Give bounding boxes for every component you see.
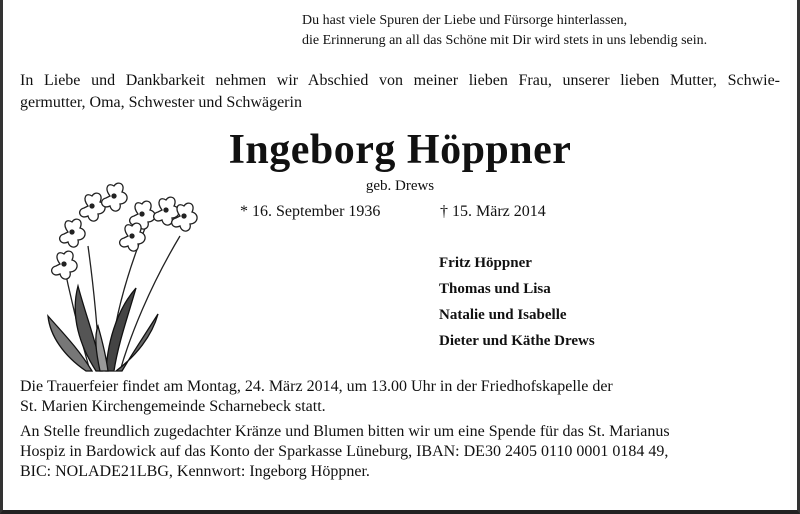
intro-text (20, 70, 780, 114)
birth-name: geb. Drews (365, 178, 435, 194)
service-line-2: St. Marien Kirchengemeinde Scharnebeck statt. (20, 398, 326, 415)
mourners-list (439, 250, 595, 354)
donation-line-1: An Stelle freundlich zugedachter Kränze und Blumen bitten wir um eine Spende für das St. Marianus (20, 423, 670, 440)
service-line-1: Die Trauerfeier findet am Montag, 24. März 2014, um 13.00 Uhr in der Friedhofskapelle der (20, 378, 613, 395)
mourner-2: Thomas und Lisa (439, 281, 551, 297)
mourner-1: Fritz Höppner (439, 255, 532, 271)
mourner-3: Natalie und Isabelle (439, 307, 567, 323)
donation-line-2: Hospiz in Bardowick auf das Konto der Sparkasse Lüneburg, IBAN: DE30 2405 0110 0001 0184 49, (20, 443, 669, 460)
motto-line-1: Du hast viele Spuren der Liebe und Fürsorge hinterlassen, (302, 13, 628, 28)
intro-line-2: germutter, Oma, Schwester und Schwägerin (20, 94, 302, 111)
funeral-service-text (20, 377, 780, 417)
motto-verse (302, 11, 782, 51)
orchid-flower-icon (40, 176, 200, 376)
donation-line-3: BIC: NOLADE21LBG, Kennwort: Ingeborg Höppner. (20, 463, 370, 480)
mourner-4: Dieter und Käthe Drews (439, 333, 595, 349)
donation-text (20, 422, 780, 482)
intro-line-1: In Liebe und Dankbarkeit nehmen wir Abschied von meiner lieben Frau, unserer lieben Mutter, Schwie- (20, 72, 780, 89)
birth-date: * 16. September 1936 (240, 203, 381, 220)
deceased-name: Ingeborg Höppner (228, 127, 572, 173)
motto-line-2: die Erinnerung an all das Schöne mit Dir wird stets in uns lebendig sein. (302, 33, 708, 48)
death-date: † 15. März 2014 (440, 203, 546, 220)
